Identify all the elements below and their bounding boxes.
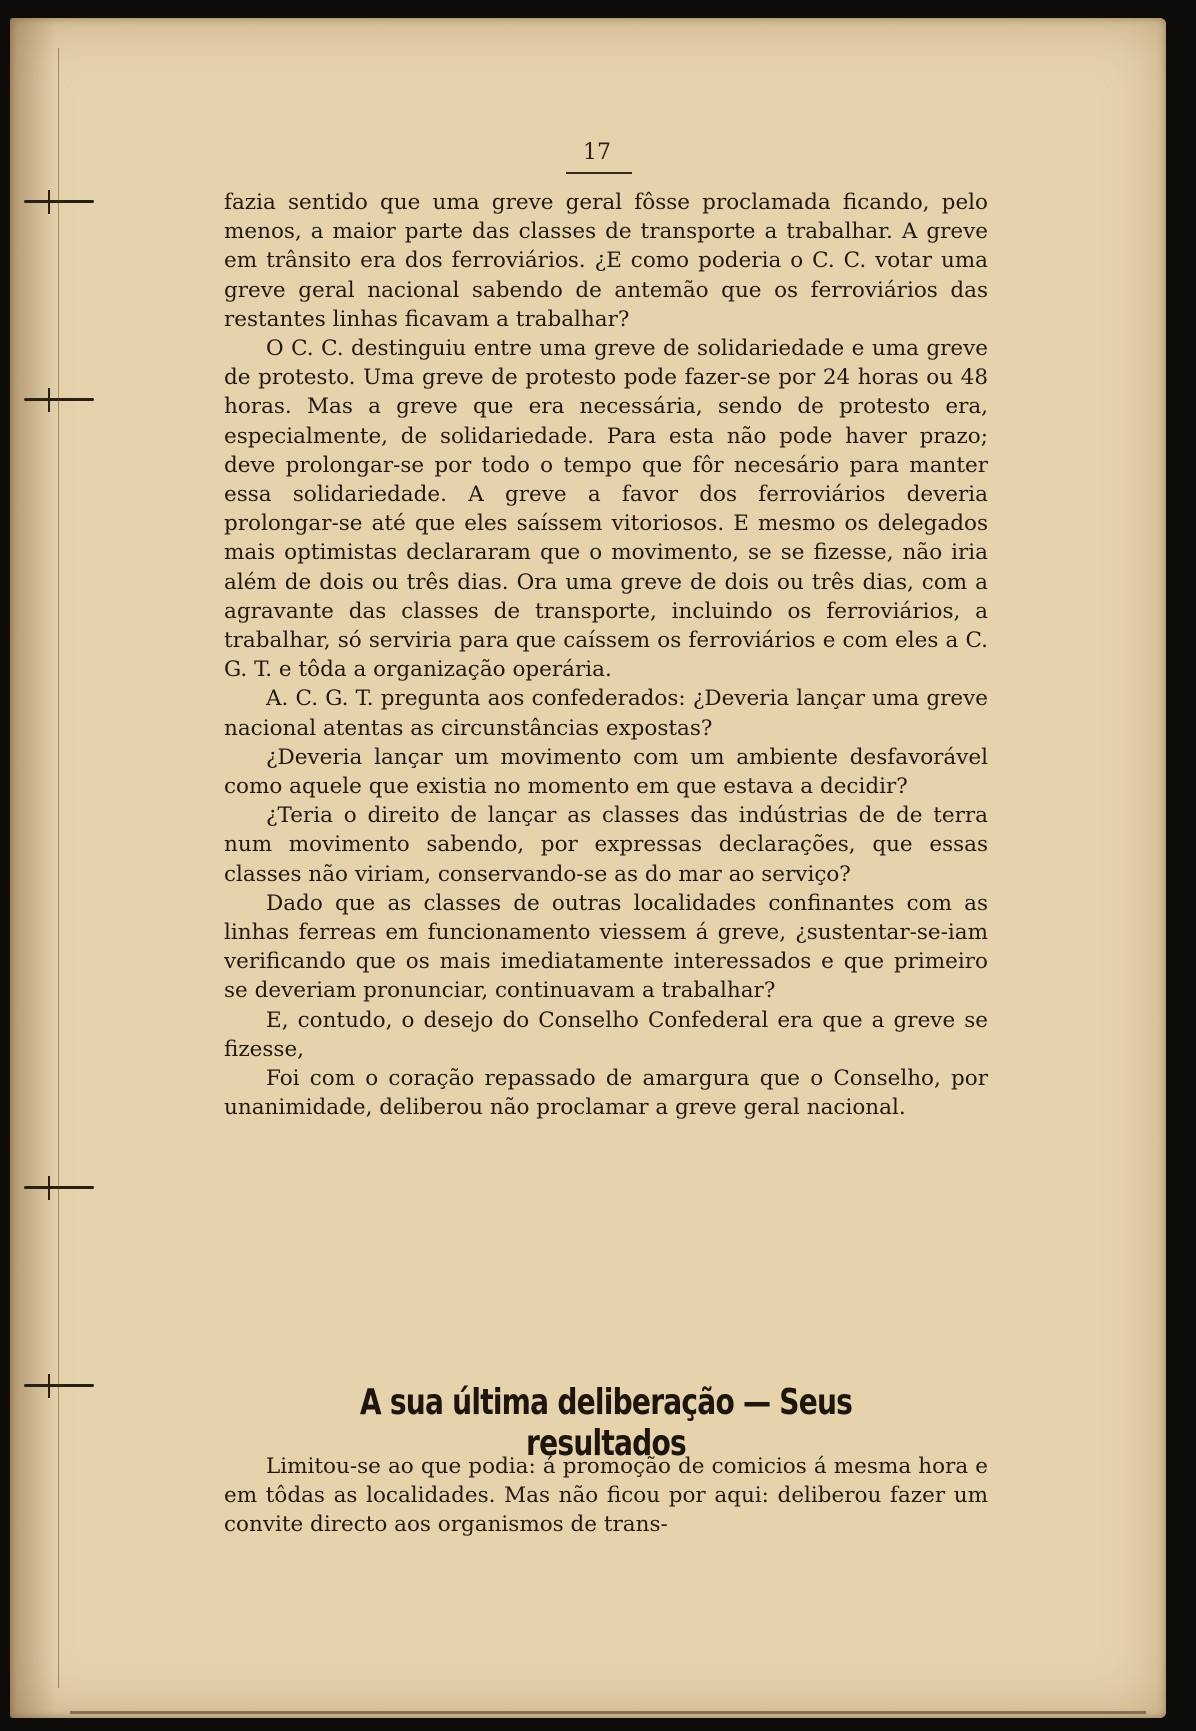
paragraph: ¿Deveria lançar um movimento com um ambiente desfavorável como aquele que existia no momento em que estava a decidir? [224,744,988,800]
binding-stitch [24,398,94,401]
paragraph: Limitou-se ao que podia: á promoção de comicios á mesma hora e em tôdas as localidades. Mas não ficou por aqui: deliberou fazer um convite directo aos organismos de trans- [224,1454,988,1538]
binding-stitch [24,200,94,203]
body-text [224,188,988,1123]
paragraph: Dado que as classes de outras localidades confinantes com as linhas ferreas em funcionamento viessem á greve, ¿sustentar-se-iam verificando que os mais imediatamente interessados e que primeiro se deveriam pronunciar, continuavam a trabalhar? [224,890,988,1004]
paragraph: Foi com o coração repassado de amargura que o Conselho, por unanimidade, deliberou não proclamar a greve geral nacional. [224,1066,988,1121]
paragraph: E, contudo, o desejo do Conselho Confederal era que a greve se fizesse, [224,1007,988,1062]
paragraph: A. C. G. T. pregunta aos confederados: ¿Deveria lançar uma greve nacional atentas as circunstâncias expostas? [224,686,988,741]
binding-margin-line [58,48,59,1688]
paragraph: fazia sentido que uma greve geral fôsse proclamada ficando, pelo menos, a maior parte das classes de transporte a trabalhar. A greve em trânsito era dos ferroviários. ¿E como poderia o C. C. votar uma greve geral nacional sabendo de antemão que os ferroviários das restantes linhas ficavam a trabalhar? [224,190,988,332]
binding-stitch [24,1384,94,1387]
binding-stitch [24,1186,94,1189]
page-number-rule [566,172,632,174]
section-heading: A sua última deliberação — Seus resultados [359,1382,853,1464]
section-body-text [224,1452,988,1540]
page-bottom-edge [70,1711,1146,1714]
paragraph: ¿Teria o direito de lançar as classes das indústrias de de terra num movimento sabendo, por expressas declarações, que essas classes não viriam, conservando-se as do mar ao serviço? [224,803,988,887]
paragraph: O C. C. destinguiu entre uma greve de solidariedade e uma greve de protesto. Uma greve de protesto pode fazer-se por 24 horas ou 48 horas. Mas a greve que era necessária, sendo de protesto era, especialmente, de solidariedade. Para esta não pode haver prazo; deve prolongar-se por todo o tempo que fôr necesário para manter essa solidariedade. A greve a favor dos ferroviários deveria prolongar-se até que eles saíssem vitoriosos. E mesmo os delegados mais optimistas declararam que o movimento, se se fizesse, não iria além de dois ou três dias. Ora uma greve de dois ou três dias, com a agravante das classes de transporte, incluindo os ferroviários, a trabalhar, só serviria para que caíssem os ferroviários e com eles a C. G. T. e tôda a organização operária. [224,336,988,683]
page-number: 17 [583,140,611,165]
